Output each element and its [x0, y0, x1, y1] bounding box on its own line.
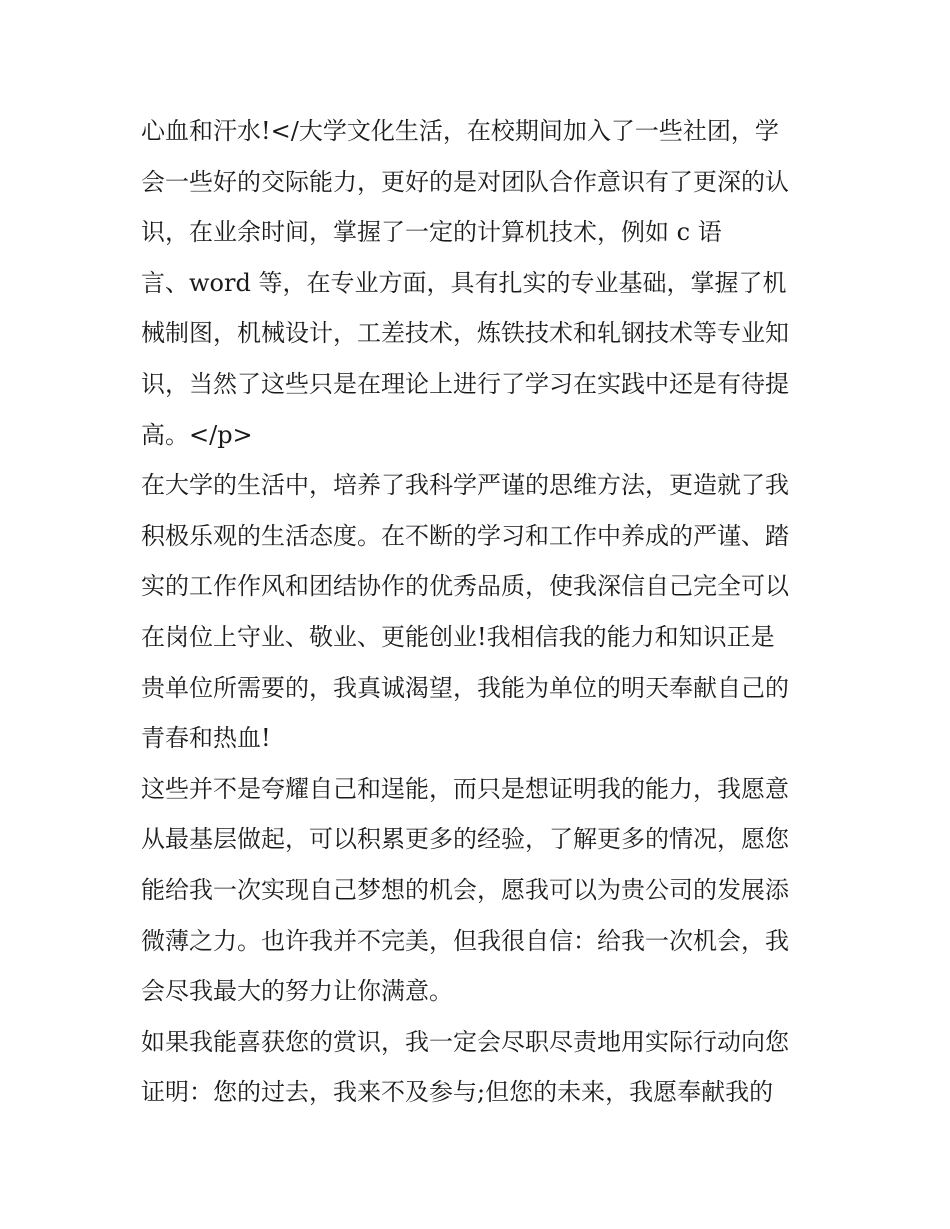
text-line: 言、word 等，在专业方面，具有扎实的专业基础，掌握了机: [141, 268, 787, 297]
text-line: 从最基层做起，可以积累更多的经验，了解更多的情况，愿您: [141, 825, 789, 854]
text-line: 械制图，机械设计，工差技术，炼铁技术和轧钢技术等专业知: [141, 319, 789, 348]
text-line: 在大学的生活中，培养了我科学严谨的思维方法，更造就了我: [141, 471, 789, 500]
text-line: 会尽我最大的努力让你满意。: [141, 977, 453, 1006]
text-line: 识，当然了这些只是在理论上进行了学习在实践中还是有待提: [141, 369, 789, 398]
text-line: 青春和热血!: [141, 724, 271, 753]
text-line: 微薄之力。也许我并不完美，但我很自信：给我一次机会，我: [141, 926, 789, 955]
text-line: 识，在业余时间，掌握了一定的计算机技术，例如 c 语: [141, 218, 722, 247]
body-text: [141, 106, 813, 1118]
text-line: 会一些好的交际能力，更好的是对团队合作意识有了更深的认: [141, 167, 789, 196]
text-line: 实的工作作风和团结协作的优秀品质，使我深信自己完全可以: [141, 572, 789, 601]
text-line: 这些并不是夸耀自己和逞能，而只是想证明我的能力，我愿意: [141, 774, 789, 803]
text-line: 如果我能喜获您的赏识，我一定会尽职尽责地用实际行动向您: [141, 1027, 789, 1056]
text-line: 高。</p>: [141, 420, 253, 449]
text-line: 贵单位所需要的，我真诚渴望，我能为单位的明天奉献自己的: [141, 673, 789, 702]
text-line: 能给我一次实现自己梦想的机会，愿我可以为贵公司的发展添: [141, 875, 789, 904]
text-line: 证明：您的过去，我来不及参与;但您的未来，我愿奉献我的: [141, 1078, 774, 1107]
text-line: 在岗位上守业、敬业、更能创业!我相信我的能力和知识正是: [141, 622, 775, 651]
text-line: 积极乐观的生活态度。在不断的学习和工作中养成的严谨、踏: [141, 521, 789, 550]
text-line: 心血和汗水!</大学文化生活，在校期间加入了一些社团，学: [141, 117, 779, 145]
